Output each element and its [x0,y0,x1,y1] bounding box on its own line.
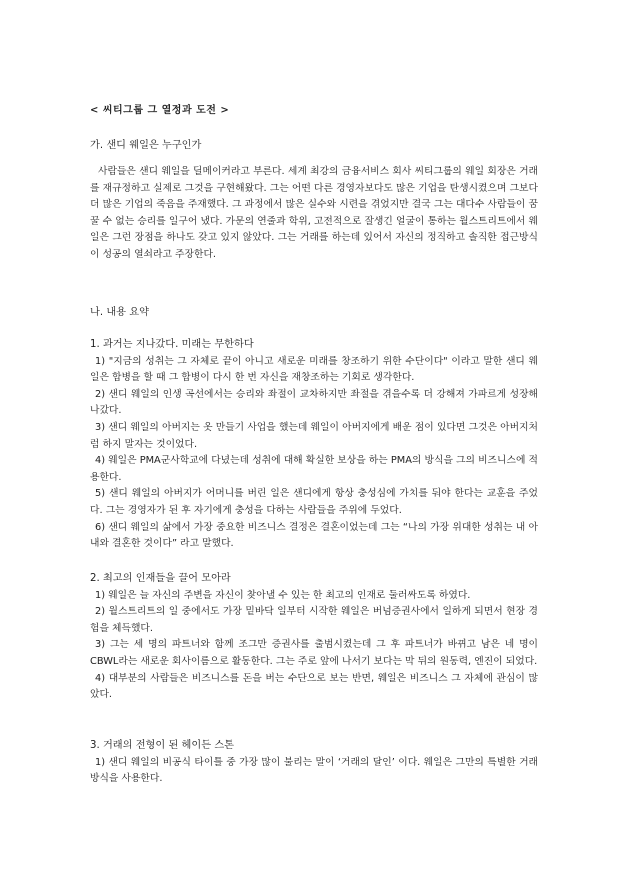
document-title: < 씨티그룹 그 열정과 도전 > [90,105,230,116]
list-item: 1) 샌디 웨일의 비공식 타이틀 중 가장 많이 불리는 말이 ‘거래의 달인’ 이다. 웨일은 그만의 특별한 거래 방식을 사용한다. [90,756,538,785]
list-item: 1) 웨일은 늘 자신의 주변을 자신이 찾아낼 수 있는 한 최고의 인재로 둘러싸도록 하였다. [95,589,471,601]
section-ga-heading: 가. 샌디 웨일은 누구인가 [90,140,202,151]
list-item: 3) 샌디 웨일의 아버지는 옷 만들기 사업을 했는데 웨일이 아버지에게 배운 점이 있다면 그것은 아버지처럼 하지 말자는 것이었다. [90,421,538,450]
list-item: 5) 샌디 웨일의 아버지가 어머니를 버린 일은 샌디에게 항상 충성심에 가치를 둬야 한다는 교훈을 주었다. 그는 경영자가 된 후 자기에게 충성을 다하는 사람들을 주위에 두었다. [90,488,538,516]
subsection-1 [90,337,538,553]
subsection-3 [90,738,538,788]
section-ga-paragraph: 사람들은 샌디 웨일을 딜메이커라고 부른다. 세계 최강의 금융서비스 회사 씨티그룹의 웨일 회장은 거래를 재규정하고 실제로 그것을 구현해왔다. 그는 어떤 다른 경영자보다도 많은 기업을 탄생시켰으며 그보다 더 많은 기업의 죽음을 주재했다. 그 과정에서 많은 실수와 시련을 겪었지만 결국 그는 대다수 사람들이 꿈꿀 수 없는 승리를 일구어 냈다. 가문의 연줄과 학위, 고전적으로 잘생긴 얼굴이 통하는 월스트리트에서 웨일은 그런 장점을 하나도 갖고 있지 않았다. 그는 거래를 하는데 있어서 자신의 정직하고 솔직한 접근방식이 성공의 열쇠라고 주장한다. [90,166,538,260]
list-item: 4) 웨일은 PMA군사학교에 다녔는데 성취에 대해 확실한 보상을 하는 PMA의 방식을 그의 비즈니스에 적용한다. [90,455,538,483]
subsection-1-heading: 1. 과거는 지나갔다. 미래는 무한하다 [90,339,254,350]
list-item: 2) 샌디 웨일의 인생 곡선에서는 승리와 좌절이 교차하지만 좌절을 겪을수록 더 강해져 가파르게 성장해 나갔다. [90,388,538,417]
subsection-2 [90,571,538,704]
list-item: 6) 샌디 웨일의 삶에서 가장 중요한 비즈니스 결정은 결혼이었는데 그는 “나의 가장 위대한 성취는 내 아내와 결혼한 것이다” 라고 말했다. [90,521,538,550]
subsection-2-heading: 2. 최고의 인재들을 끌어 모아라 [90,573,231,584]
list-item: 2) 월스트리트의 일 중에서도 가장 밑바닥 일부터 시작한 웨일은 버넘증권사에서 일하게 되면서 현장 경험을 체득했다. [90,606,538,634]
list-item: 3) 그는 세 명의 파트너와 함께 조그만 증권사를 출범시켰는데 그 후 파트너가 바뀌고 남은 네 명이 CBWL라는 새로운 회사이름으로 활동한다. 그는 주로 앞에 나서기 보다는 막 뒤의 원동력, 엔진이 되었다. [90,639,538,667]
list-item: 4) 대부분의 사람들은 비즈니스를 돈을 버는 수단으로 보는 반면, 웨일은 비즈니스 그 자체에 관심이 많았다. [90,672,538,701]
list-item: 1) "지금의 성취는 그 자체로 끝이 아니고 새로운 미래를 창조하기 위한 수단이다" 이라고 말한 샌디 웨일은 합병을 할 때 그 합병이 다시 한 번 자신을 재창조하는 기회로 생각한다. [90,355,538,384]
subsection-3-heading: 3. 거래의 전형이 된 헤이든 스톤 [90,740,235,751]
section-na-heading: 나. 내용 요약 [90,307,149,318]
